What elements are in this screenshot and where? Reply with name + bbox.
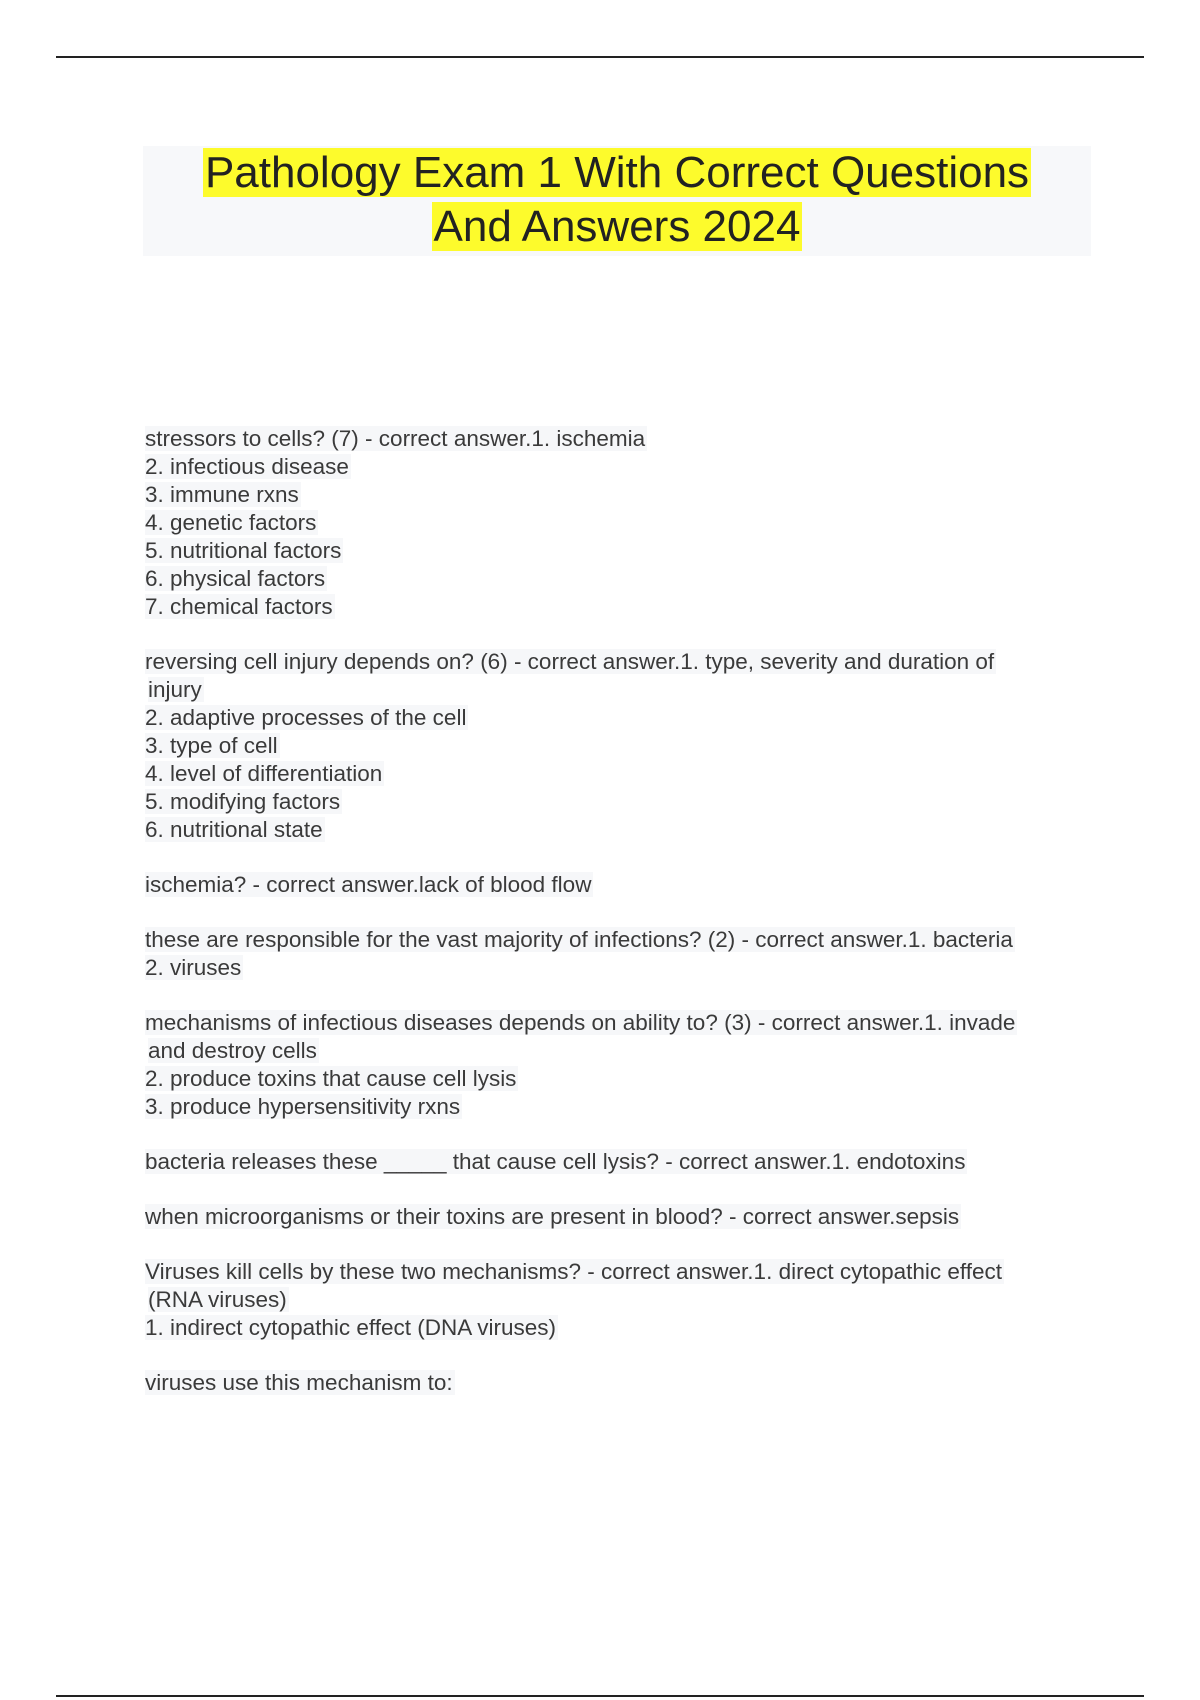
qa-question-line	[145, 425, 1075, 453]
qa-answer-line	[145, 704, 1075, 732]
qa-line-text: 7. chemical factors	[145, 594, 333, 619]
qa-question-line	[145, 1369, 1075, 1397]
qa-answer-line	[145, 1314, 1075, 1342]
qa-question-line	[145, 1203, 1075, 1231]
bottom-rule	[56, 1695, 1144, 1697]
qa-item	[145, 1258, 1075, 1342]
qa-line-text: 6. nutritional state	[145, 817, 323, 842]
qa-line-text: viruses use this mechanism to:	[145, 1370, 453, 1395]
qa-line-text: 5. modifying factors	[145, 789, 341, 814]
qa-item	[145, 926, 1075, 982]
qa-answer-line	[145, 760, 1075, 788]
qa-line-text: 4. genetic factors	[145, 510, 317, 535]
qa-answer-line	[145, 954, 1075, 982]
qa-line-text: bacteria releases these _____ that cause cell lysis? - correct answer.1. endotoxins	[145, 1149, 966, 1174]
qa-line-text: stressors to cells? (7) - correct answer.1. ischemia	[145, 426, 646, 451]
qa-item	[145, 425, 1075, 621]
qa-item	[145, 648, 1075, 844]
qa-answer-line	[145, 816, 1075, 844]
qa-line-text: 4. level of differentiation	[145, 761, 383, 786]
qa-answer-line	[145, 453, 1075, 481]
qa-question-line	[145, 1258, 1075, 1286]
qa-answer-line	[145, 676, 1075, 704]
qa-question-line	[145, 1148, 1075, 1176]
qa-question-line	[145, 871, 1075, 899]
qa-answer-line	[145, 732, 1075, 760]
top-rule	[56, 56, 1144, 58]
qa-line-text: injury	[148, 677, 202, 702]
qa-line-text: 3. type of cell	[145, 733, 278, 758]
qa-line-text: 1. indirect cytopathic effect (DNA viruses)	[145, 1315, 556, 1340]
qa-line-text: Viruses kill cells by these two mechanisms? - correct answer.1. direct cytopathic effect	[145, 1259, 1003, 1284]
question-answer-list	[145, 425, 1075, 1424]
qa-line-text: and destroy cells	[148, 1038, 317, 1063]
qa-answer-line	[145, 1065, 1075, 1093]
qa-question-line	[145, 1009, 1075, 1037]
qa-line-text: reversing cell injury depends on? (6) - correct answer.1. type, severity and duration of	[145, 649, 995, 674]
qa-line-text: 6. physical factors	[145, 566, 326, 591]
qa-item	[145, 871, 1075, 899]
title-line-1: Pathology Exam 1 With Correct Questions	[204, 148, 1030, 197]
qa-answer-line	[145, 509, 1075, 537]
qa-answer-line	[145, 537, 1075, 565]
qa-line-text: mechanisms of infectious diseases depends on ability to? (3) - correct answer.1. invade	[145, 1010, 1016, 1035]
qa-line-text: (RNA viruses)	[148, 1287, 287, 1312]
qa-line-text: 2. adaptive processes of the cell	[145, 705, 467, 730]
qa-line-text: these are responsible for the vast majority of infections? (2) - correct answer.1. bacteria	[145, 927, 1013, 952]
qa-answer-line	[145, 1286, 1075, 1314]
qa-answer-line	[145, 481, 1075, 509]
qa-item	[145, 1369, 1075, 1397]
qa-item	[145, 1148, 1075, 1176]
qa-question-line	[145, 648, 1075, 676]
qa-item	[145, 1203, 1075, 1231]
qa-answer-line	[145, 1037, 1075, 1065]
title-line-2: And Answers 2024	[433, 202, 801, 251]
qa-line-text: 3. produce hypersensitivity rxns	[145, 1094, 461, 1119]
qa-line-text: 2. viruses	[145, 955, 242, 980]
qa-line-text: 5. nutritional factors	[145, 538, 342, 563]
qa-line-text: when microorganisms or their toxins are present in blood? - correct answer.sepsis	[145, 1204, 960, 1229]
qa-answer-line	[145, 788, 1075, 816]
qa-question-line	[145, 926, 1075, 954]
document-title	[143, 146, 1091, 256]
qa-item	[145, 1009, 1075, 1121]
qa-answer-line	[145, 565, 1075, 593]
qa-answer-line	[145, 593, 1075, 621]
qa-line-text: ischemia? - correct answer.lack of blood flow	[145, 872, 592, 897]
qa-line-text: 3. immune rxns	[145, 482, 299, 507]
qa-line-text: 2. produce toxins that cause cell lysis	[145, 1066, 517, 1091]
qa-line-text: 2. infectious disease	[145, 454, 349, 479]
qa-answer-line	[145, 1093, 1075, 1121]
